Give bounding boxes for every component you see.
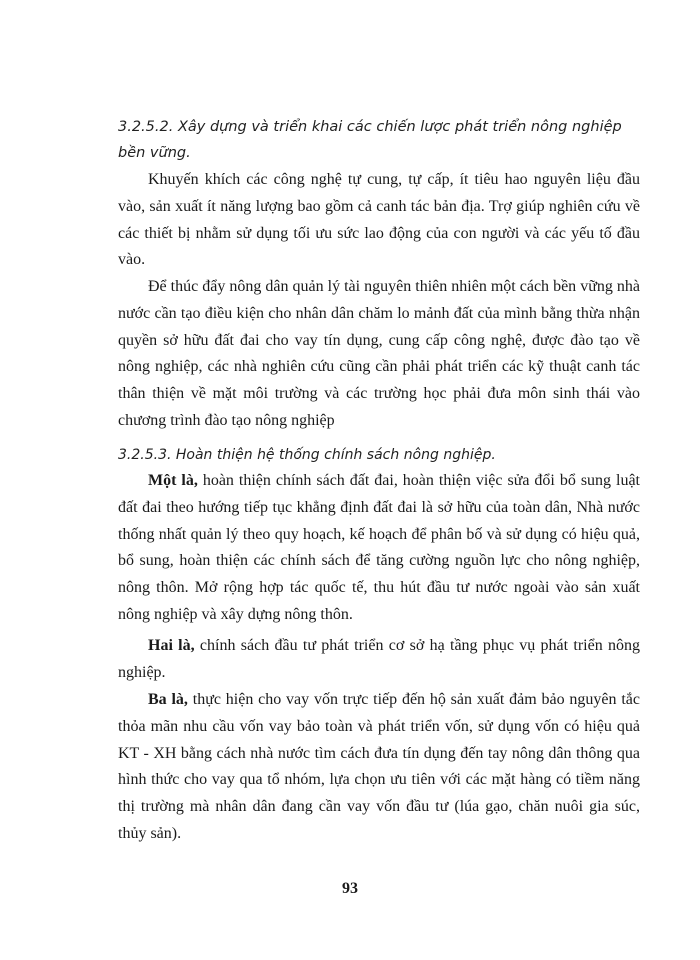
- paragraph-text: chính sách đầu tư phát triển cơ sở hạ tầng phục vụ phát triển nông nghiệp.: [118, 637, 640, 681]
- section-heading-3-2-5-2: 3.2.5.2. Xây dựng và triển khai các chiến lược phát triển nông nghiệp bền vững.: [118, 119, 622, 161]
- paragraph-lead: Một là,: [148, 472, 198, 489]
- paragraph-technologies: Khuyến khích các công nghệ tự cung, tự cấp, ít tiêu hao nguyên liệu đầu vào, sản xuất ít năng lượng bao gồm cả canh tác bản địa. Trợ giúp nghiên cứu về các thiết bị nhằm sử dụng tối ưu sức lao động của con người và các yếu tố đầu vào.: [118, 171, 640, 269]
- paragraph-policy-two: [118, 633, 640, 687]
- page-number: 93: [342, 880, 358, 897]
- section-heading-3-2-5-3: 3.2.5.3. Hoàn thiện hệ thống chính sách nông nghiệp.: [118, 447, 496, 463]
- paragraph-policy-one: [118, 468, 640, 629]
- paragraph-resource-management: Để thúc đẩy nông dân quản lý tài nguyên thiên nhiên một cách bền vững nhà nước cần tạo điều kiện cho nhân dân chăm lo mảnh đất của mình bằng thừa nhận quyền sở hữu đất đai cho vay tín dụng, cung cấp công nghệ, được đào tạo về nông nghiệp, các nhà nghiên cứu cũng cần phải phát triển các kỹ thuật canh tác thân thiện về mặt môi trường và các trường học phải đưa môn sinh thái vào chương trình đào tạo nông nghiệp: [118, 278, 640, 429]
- paragraph-lead: Ba là,: [148, 691, 188, 708]
- paragraph-text: hoàn thiện chính sách đất đai, hoàn thiện việc sửa đổi bổ sung luật đất đai theo hướng tiếp tục khẳng định đất đai là sở hữu của toàn dân, Nhà nước thống nhất quản lý theo quy hoạch, kế hoạch để phân bố và sử dụng có hiệu quả, bổ sung, hoàn thiện các chính sách để tăng cường nguồn lực cho nông nghiệp, nông thôn. Mở rộng hợp tác quốc tế, thu hút đầu tư nước ngoài vào sản xuất nông nghiệp và xây dựng nông thôn.: [118, 472, 641, 623]
- paragraph-policy-three: [118, 687, 640, 848]
- paragraph-lead: Hai là,: [148, 637, 195, 654]
- paragraph-text: thực hiện cho vay vốn trực tiếp đến hộ sản xuất đảm bảo nguyên tắc thỏa mãn nhu cầu vốn vay bảo toàn và phát triển vốn, sử dụng vốn có hiệu quả KT - XH bằng cách nhà nước tìm cách đưa tín dụng đến tay nông dân thông qua hình thức cho vay qua tổ nhóm, lựa chọn ưu tiên với các mặt hàng có tiềm năng thị trường mà nhân dân đang cần vay vốn đầu tư (lúa gạo, chăn nuôi gia súc, thủy sản).: [118, 691, 640, 842]
